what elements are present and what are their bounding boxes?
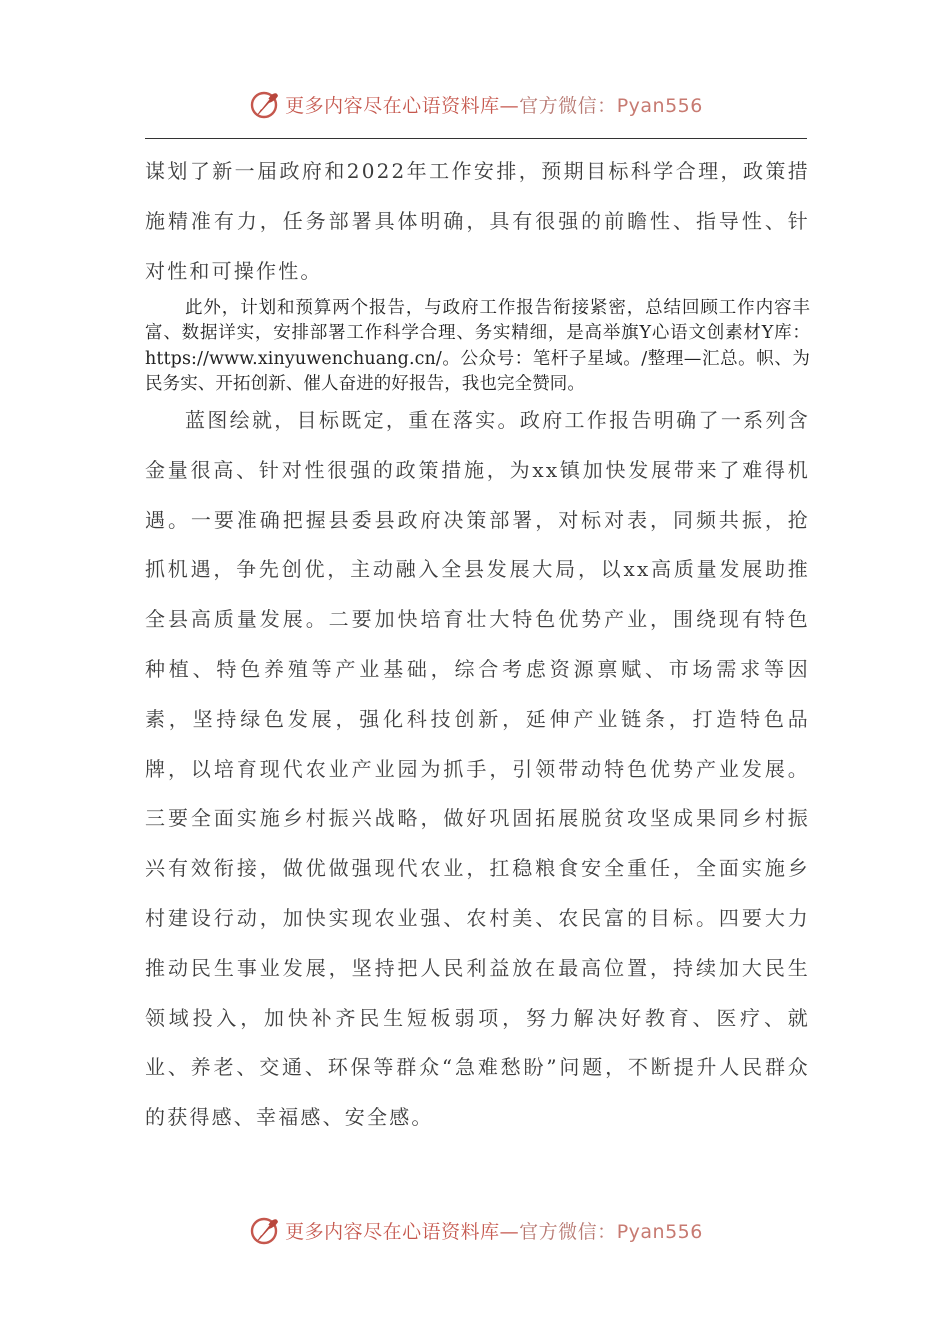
header-banner-text: [285, 91, 703, 118]
paragraph-3: 蓝图绘就，目标既定，重在落实。政府工作报告明确了一系列含金量很高、针对性很强的政策措施，为xx镇加快发展带来了难得机遇。一要准确把握县委县政府决策部署，对标对表，同频共振，抢抓机遇，争先创优，主动融入全县发展大局，以xx高质量发展助推全县高质量发展。二要加快培育壮大特色优势产业，围绕现有特色种植、特色养殖等产业基础，综合考虑资源禀赋、市场需求等因素，坚持绿色发展，强化科技创新，延伸产业链条，打造特色品牌，以培育现代农业产业园为抓手，引领带动特色优势产业发展。三要全面实施乡村振兴战略，做好巩固拓展脱贫攻坚成果同乡村振兴有效衔接，做优做强现代农业，扛稳粮食安全重任，全面实施乡村建设行动，加快实现农业强、农村美、农民富的目标。四要大力推动民生事业发展，坚持把人民利益放在最高位置，持续加大民生领域投入，加快补齐民生短板弱项，努力解决好教育、医疗、就业、养老、交通、环保等群众“急难愁盼”问题，不断提升人民群众的获得感、幸福感、安全感。: [145, 408, 810, 1130]
footer-banner-text: [285, 1217, 703, 1244]
paragraph-2: 此外，计划和预算两个报告，与政府工作报告衔接紧密，总结回顾工作内容丰富、数据详实，安排部署工作科学合理、务实精细，是高举旗Y心语文创素材Y库：https://www.xinyuwenchuang.cn/。公众号：笔杆子星域。/整理—汇总。帜、为民务实、开拓创新、催人奋进的好报告，我也完全赞同。: [145, 298, 810, 395]
quill-pen-logo-icon: [247, 1213, 281, 1247]
header-wechat-label: 官方微信：: [519, 94, 617, 117]
header-wechat-id: Pyan556: [616, 94, 703, 117]
quill-pen-logo-icon: [247, 87, 281, 121]
footer-site-name: 更多内容尽在心语资料库: [285, 1220, 500, 1243]
footer-wechat-label: 官方微信：: [519, 1220, 617, 1243]
header-banner: [0, 82, 950, 126]
paragraph-1: 谋划了新一届政府和2022年工作安排，预期目标科学合理，政策措施精准有力，任务部署具体明确，具有很强的前瞻性、指导性、针对性和可操作性。: [145, 159, 810, 283]
footer-banner: [0, 1208, 950, 1252]
footer-wechat-id: Pyan556: [616, 1220, 703, 1243]
header-dash: —: [499, 94, 520, 117]
header-site-name: 更多内容尽在心语资料库: [285, 94, 500, 117]
footer-dash: —: [499, 1220, 520, 1243]
header-divider: [145, 138, 807, 139]
